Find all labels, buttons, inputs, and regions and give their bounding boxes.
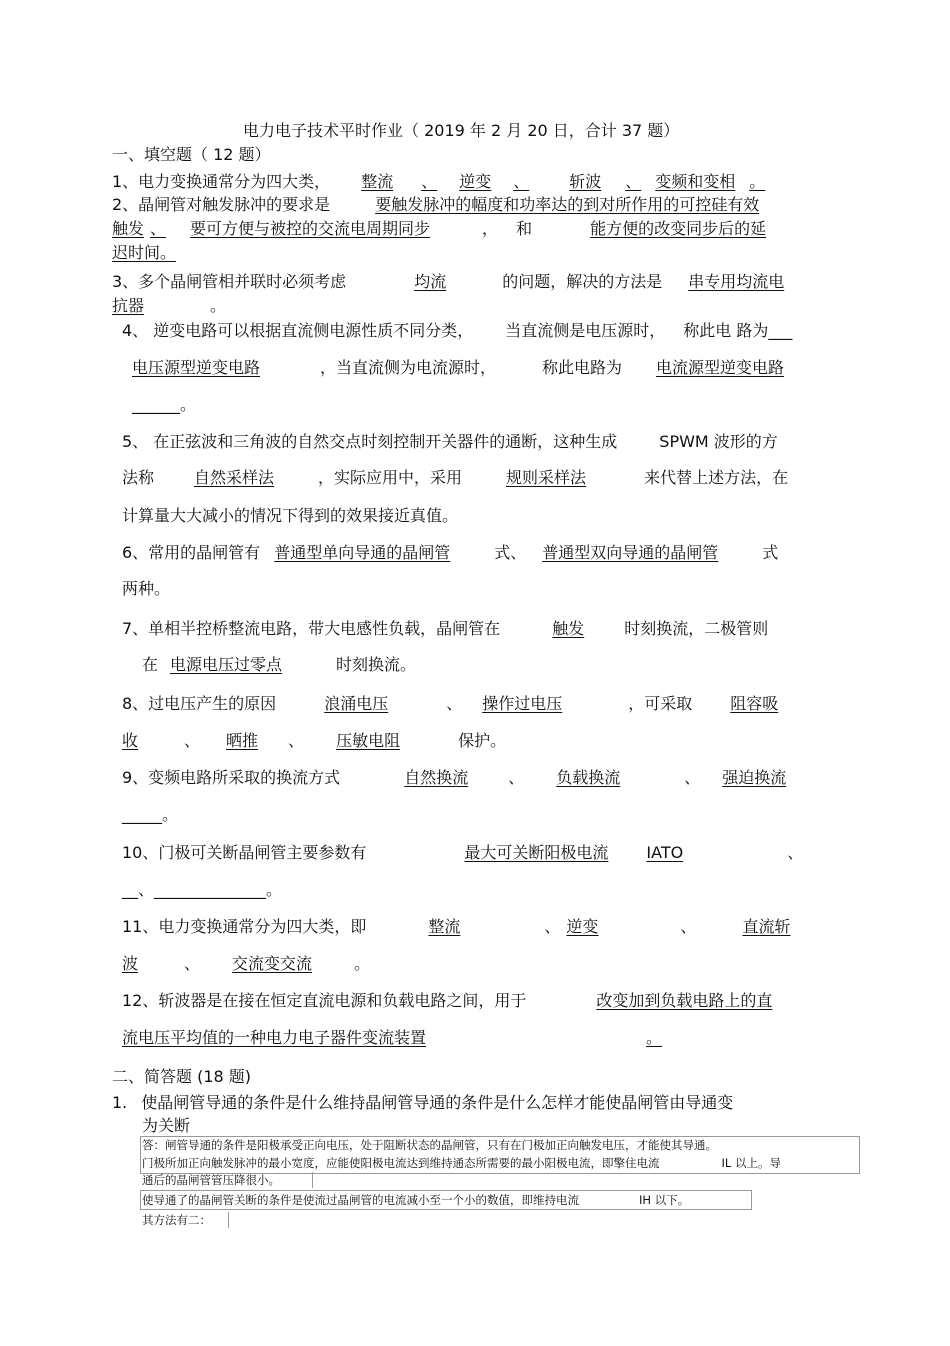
question-3-line-1: 3、多个晶闸管相并联时必须考虑 均流 的问题，解决的方法是 串专用均流电: [112, 272, 785, 291]
question-6-line-2: 两种。: [122, 579, 171, 598]
question-2-line-3: 迟时间。: [112, 243, 177, 262]
question-8-line-2: 收 、 晒推 、 压敏电阻 保护。: [122, 731, 507, 750]
question-4-line-2: 电压源型逆变电路 ，当直流侧为电流源时， 称此电路为 电流源型逆变电路: [132, 358, 785, 377]
question-7-line-2: 在 电源电压过零点 时刻换流。: [142, 655, 417, 674]
question-10-line-1: 10、门极可关断晶闸管主要参数有 最大可关断阳极电流 IATO 、: [122, 843, 804, 862]
question-4-line-1: 4、 逆变电路可以根据直流侧电源性质不同分类， 当直流侧是电压源时， 称此电 路为___: [122, 321, 793, 340]
answer-1-line-3: 通后的晶闸管管压降很小。: [142, 1173, 280, 1187]
question-2-line-1: 2、晶闸管对触发脉冲的要求是 要触发脉冲的幅度和功率达的到对所作用的可控硅有效: [112, 195, 760, 214]
question-8-line-1: 8、过电压产生的原因 浪涌电压 、 操作过电压 ，可采取 阻容吸: [122, 694, 779, 713]
answer-1-line-4: 使导通了的晶闸管关断的条件是使流过晶闸管的电流减小至一个小的数值，即维持电流 IH 以下。: [142, 1193, 690, 1207]
answer-1-line-1: 答：闸管导通的条件是阳极承受正向电压，处于阻断状态的晶闸管，只有在门极加正向触发电压，才能使其导通。: [142, 1138, 717, 1152]
answer-box-3: [228, 1212, 229, 1228]
question-7-line-1: 7、单相半控桥整流电路，带大电感性负载，晶闸管在 触发 时刻换流，二极管则: [122, 619, 769, 638]
question-12-line-1: 12、斩波器是在接在恒定直流电源和负载电路之间，用于 改变加到负载电路上的直: [122, 991, 773, 1010]
answer-1-line-2: 门极所加正向触发脉冲的最小宽度，应能使阳极电流达到维持通态所需要的最小阳极电流，即擎住电流 IL 以上。导: [142, 1156, 781, 1170]
question-5-line-2: 法称 自然采样法 ，实际应用中，采用 规则采样法 来代替上述方法，在: [122, 468, 789, 487]
short-answer-1-line-2: 为关断: [142, 1116, 191, 1135]
question-9-line-2: _____。: [122, 805, 179, 824]
answer-1-line-5: 其方法有二：: [142, 1213, 211, 1227]
question-1: 1、电力变换通常分为四大类， 整流 、 逆变 、 斩波 、 变频和变相 。: [112, 172, 766, 191]
question-11-line-2: 波 、 交流变交流 。: [122, 954, 371, 973]
answer-box-divider: [312, 1172, 313, 1188]
short-answer-1-line-1: 1. 使晶闸管导通的条件是什么维持晶闸管导通的条件是什么怎样才能使晶闸管由导通变: [112, 1093, 734, 1112]
question-11-line-1: 11、电力变换通常分为四大类，即 整流 、 逆变 、 直流斩: [122, 917, 791, 936]
question-12-line-2: 流电压平均值的一种电力电子器件变流装置 。: [122, 1028, 663, 1047]
question-5-line-3: 计算量大大减小的情况下得到的效果接近真值。: [122, 506, 459, 525]
page-title: 电力电子技术平时作业（ 2019 年 2 月 20 日，合计 37 题）: [243, 121, 680, 140]
question-3-line-2: 抗器 。: [112, 296, 227, 315]
question-9-line-1: 9、变频电路所采取的换流方式 自然换流 、 负载换流 、 强迫换流: [122, 768, 787, 787]
question-4-line-3: ______。: [132, 395, 197, 414]
section2-heading: 二、简答题 (18 题): [112, 1067, 252, 1086]
question-5-line-1: 5、 在正弦波和三角波的自然交点时刻控制开关器件的通断，这种生成 SPWM 波形的方: [122, 432, 778, 451]
section1-heading: 一、填空题（ 12 题）: [112, 145, 271, 164]
question-2-line-2: 触发 、 要可方便与被控的交流电周期同步 ， 和 能方便的改变同步后的延: [112, 219, 767, 238]
question-10-line-2: __、______________。: [122, 880, 283, 899]
question-6-line-1: 6、常用的晶闸管有 普通型单向导通的晶闸管 式、 普通型双向导通的晶闸管 式: [122, 543, 779, 562]
